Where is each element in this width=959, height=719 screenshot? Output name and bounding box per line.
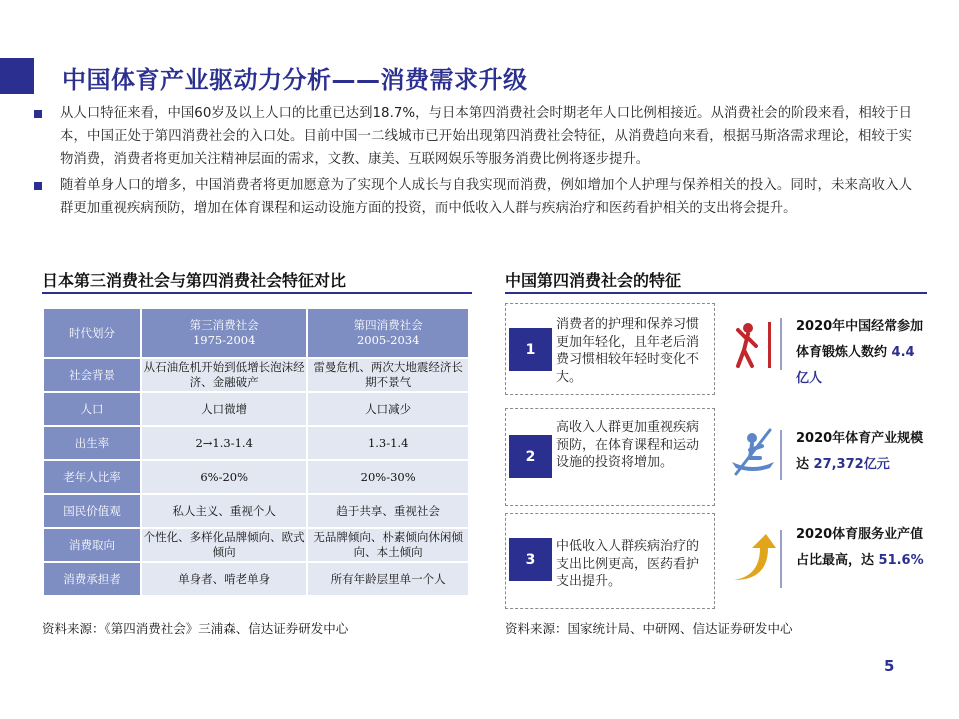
- table-row: [44, 529, 468, 561]
- page-title: 中国体育产业驱动力分析——消费需求升级: [62, 66, 528, 94]
- row-label: 人口: [44, 393, 140, 425]
- stat-value: 4.4亿人: [796, 345, 915, 386]
- row-label: 社会背景: [44, 359, 140, 391]
- card-number-badge: 3: [509, 538, 552, 581]
- cell-fourth: 无品牌倾向、朴素倾向休闲倾向、本土倾向: [308, 529, 468, 561]
- cell-fourth: 所有年龄层里单一个人: [308, 563, 468, 595]
- row-label: 消费取向: [44, 529, 140, 561]
- row-label: 出生率: [44, 427, 140, 459]
- card-text: 消费者的护理和保养习惯更加年轻化，且年老后消费习惯相较年轻时变化不大。: [556, 317, 700, 385]
- cell-third: 从石油危机开始到低增长泡沫经济、金融破产: [143, 360, 305, 389]
- left-source-note: 资料来源：《第四消费社会》三浦森、信达证券研发中心: [42, 621, 349, 636]
- feature-card: [505, 303, 715, 395]
- cell-third: 个性化、多样化品牌倾向、欧式倾向: [143, 530, 305, 559]
- comparison-table: [42, 307, 470, 597]
- table-header-fourth: [308, 309, 468, 357]
- third-society-years: 1975-2004: [192, 333, 256, 347]
- stat-text: 2020年中国经常参加体育锻炼人数约: [796, 319, 924, 360]
- stat-block: [796, 426, 926, 478]
- stat-block: [796, 522, 926, 574]
- card-text: 中低收入人群疾病治疗的支出比例更高，医药看护支出提升。: [556, 539, 700, 589]
- cell-third: 人口微增: [142, 393, 306, 425]
- table-row: [44, 393, 468, 425]
- row-label: 国民价值观: [44, 495, 140, 527]
- stat-value: 27,372亿元: [813, 457, 890, 472]
- table-row: [44, 461, 468, 493]
- runner-icon: [730, 320, 776, 370]
- row-label: 老年人比率: [44, 461, 140, 493]
- table-row: [44, 359, 468, 391]
- cell-fourth: 趋于共享、重视社会: [308, 495, 468, 527]
- corner-accent-block: [0, 58, 34, 94]
- bullet-list: [32, 102, 912, 220]
- stat-text: 2020体育服务业产值占比最高，达: [796, 527, 924, 568]
- table-row: [44, 495, 468, 527]
- stat-divider: [780, 530, 782, 588]
- feature-card: [505, 513, 715, 609]
- fourth-society-name: 第四消费社会: [353, 318, 423, 332]
- feature-card: [505, 408, 715, 506]
- rowing-icon: [730, 428, 776, 478]
- stat-value: 51.6%: [878, 553, 924, 568]
- stat-text: 2020年体育产业规模达: [796, 431, 924, 472]
- table-header-row: [44, 309, 468, 357]
- stat-divider: [780, 430, 782, 480]
- table-header-era: 时代划分: [44, 309, 140, 357]
- table-row: [44, 427, 468, 459]
- bullet-item: 随着单身人口的增多，中国消费者将更加愿意为了实现个人成长与自我实现而消费，例如增加个人护理与保养相关的投入。同时，未来高收入人群更加重视疾病预防，增加在体育课程和运动设施方面的投资，而中低收入人群与疾病治疗和医药看护相关的支出将会提升。: [32, 174, 912, 220]
- right-section-title: 中国第四消费社会的特征: [505, 271, 682, 290]
- page-number: 5: [884, 657, 895, 675]
- row-label: 消费承担者: [44, 563, 140, 595]
- table-header-third: [142, 309, 306, 357]
- card-number-badge: 2: [509, 435, 552, 478]
- stat-divider: [780, 318, 782, 370]
- up-arrow-icon: [730, 532, 776, 582]
- cell-third: 单身者、啃老单身: [142, 563, 306, 595]
- cell-fourth: 人口减少: [308, 393, 468, 425]
- card-text: 高收入人群更加重视疾病预防，在体育课程和运动设施的投资将增加。: [556, 420, 700, 470]
- left-section-title: 日本第三消费社会与第四消费社会特征对比: [42, 271, 347, 290]
- cell-third: 6%-20%: [142, 461, 306, 493]
- cell-fourth: 20%-30%: [308, 461, 468, 493]
- left-section-underline: [42, 292, 472, 294]
- right-source-note: 资料来源：国家统计局、中研网、信达证券研发中心: [505, 621, 793, 636]
- cell-fourth: 1.3-1.4: [308, 427, 468, 459]
- cell-third: 2→1.3-1.4: [142, 427, 306, 459]
- card-number-badge: 1: [509, 328, 552, 371]
- cell-third: 私人主义、重视个人: [142, 495, 306, 527]
- right-section-underline: [505, 292, 927, 294]
- table-row: [44, 563, 468, 595]
- stat-block: [796, 314, 926, 392]
- third-society-name: 第三消费社会: [189, 318, 259, 332]
- cell-fourth: 雷曼危机、两次大地震经济长期不景气: [308, 359, 468, 391]
- fourth-society-years: 2005-2034: [356, 333, 420, 347]
- bullet-item: 从人口特征来看，中国60岁及以上人口的比重已达到18.7%，与日本第四消费社会时期老年人口比例相接近。从消费社会的阶段来看，相较于日本，中国正处于第四消费社会的入口处。目前中国一二线城市已开始出现第四消费社会特征，从消费趋向来看，根据马斯洛需求理论，相较于实物消费，消费者将更加关注精神层面的需求，文教、康美、互联网娱乐等服务消费比例将逐步提升。: [32, 102, 912, 172]
